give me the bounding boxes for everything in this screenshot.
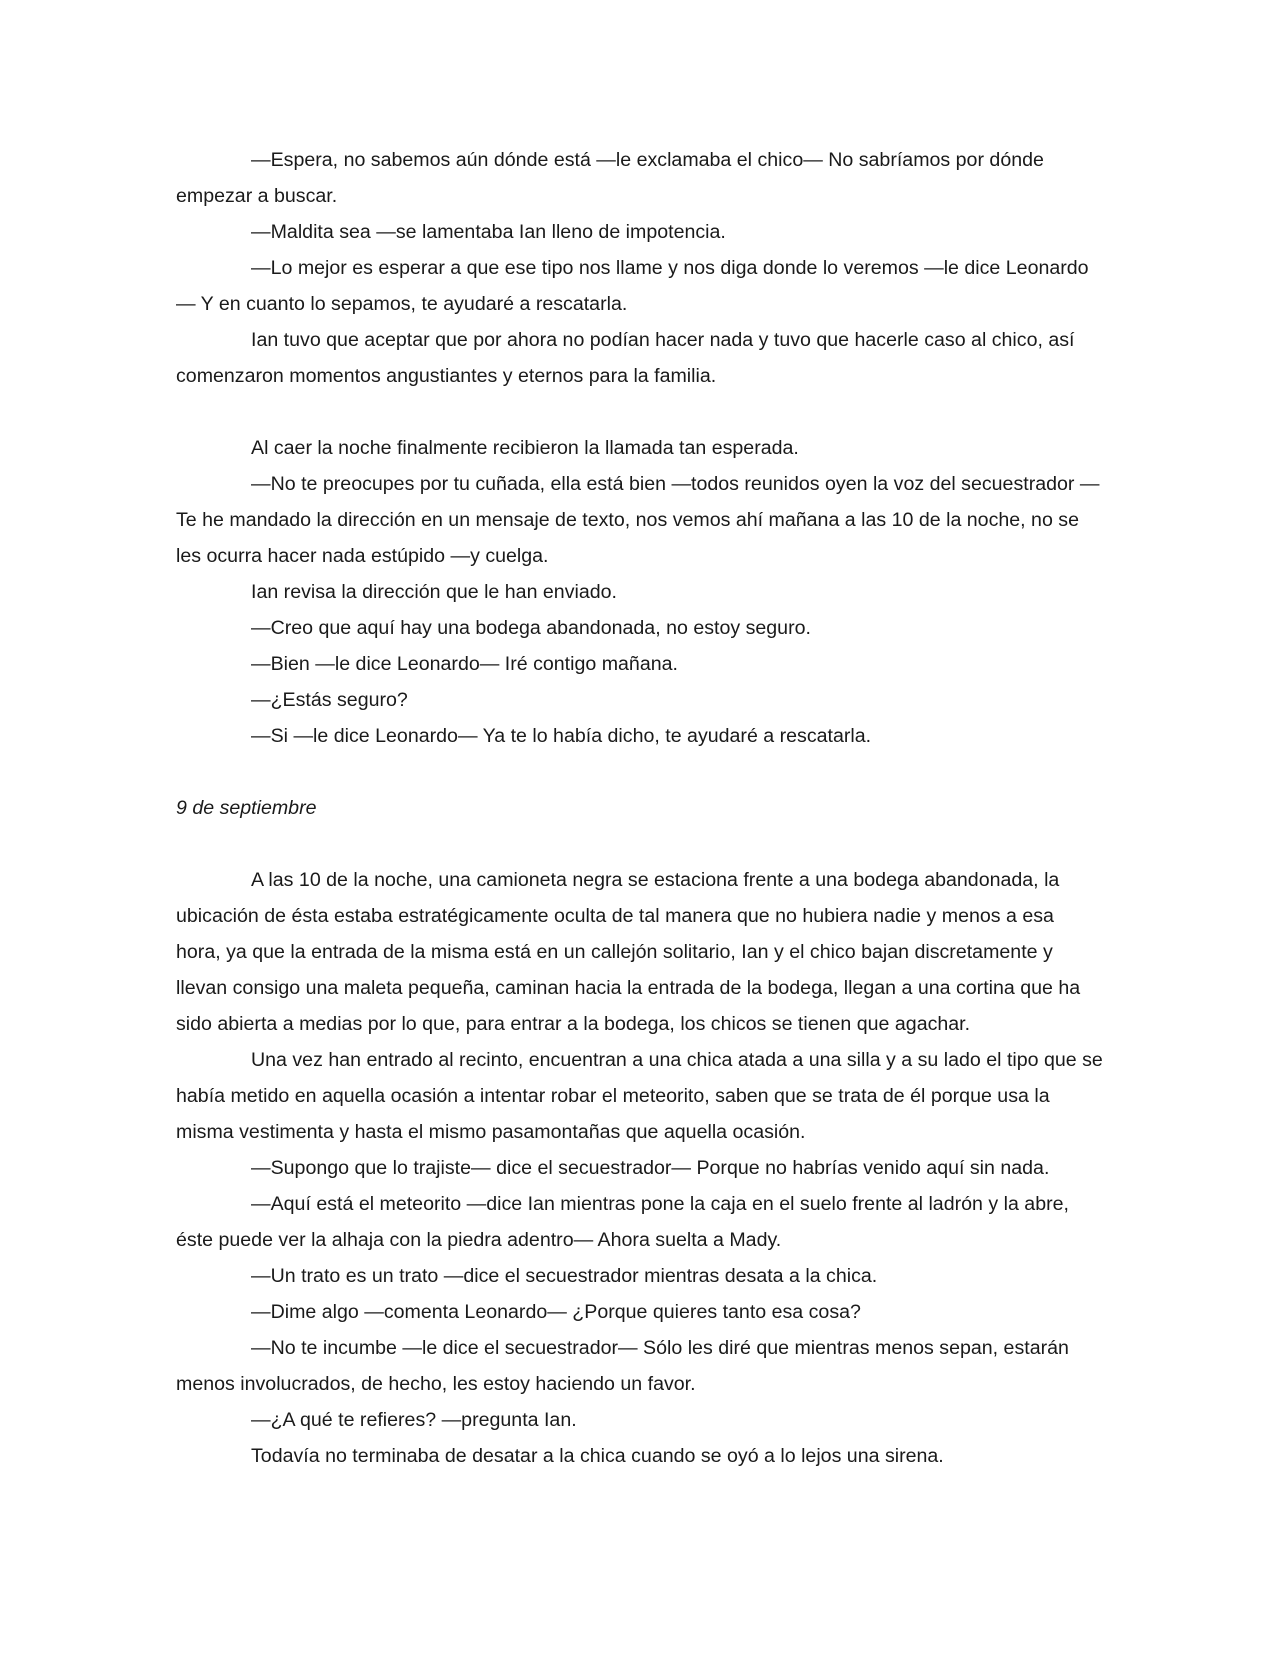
paragraph: Al caer la noche finalmente recibieron la llamada tan esperada. <box>251 437 799 459</box>
paragraph: —Aquí está el meteorito —dice Ian mientras pone la caja en el suelo frente al ladrón y la abre, éste puede ver la alhaja con la piedra adentro— Ahora suelta a Mady. <box>176 1193 1069 1251</box>
paragraph: —Lo mejor es esperar a que ese tipo nos llame y nos diga donde lo veremos —le dice Leonardo— Y en cuanto lo sepamos, te ayudaré a rescatarla. <box>176 257 1089 315</box>
paragraph: —Maldita sea —se lamentaba Ian lleno de impotencia. <box>251 221 726 243</box>
paragraph: A las 10 de la noche, una camioneta negra se estaciona frente a una bodega abandonada, la ubicación de ésta estaba estratégicamente oculta de tal manera que no hubiera nadie y menos a esa hora, ya que la entrada de la misma está en un callejón solitario, Ian y el chico bajan discretamente y llevan consigo una maleta pequeña, caminan hacia la entrada de la bodega, llegan a una cortina que ha sido abierta a medias por lo que, para entrar a la bodega, los chicos se tienen que agachar. <box>176 869 1081 1035</box>
paragraph: —Si —le dice Leonardo— Ya te lo había dicho, te ayudaré a rescatarla. <box>251 725 872 747</box>
section-date: 9 de septiembre <box>176 797 317 819</box>
paragraph: —Un trato es un trato —dice el secuestrador mientras desata a la chica. <box>251 1265 878 1287</box>
paragraph: —Dime algo —comenta Leonardo— ¿Porque quieres tanto esa cosa? <box>251 1301 861 1323</box>
paragraph: —Espera, no sabemos aún dónde está —le exclamaba el chico— No sabríamos por dónde empezar a buscar. <box>176 149 1044 207</box>
document-body <box>176 142 1104 1474</box>
paragraph: —Creo que aquí hay una bodega abandonada, no estoy seguro. <box>251 617 811 639</box>
paragraph: —Bien —le dice Leonardo— Iré contigo mañana. <box>251 653 678 675</box>
paragraph: Ian tuvo que aceptar que por ahora no podían hacer nada y tuvo que hacerle caso al chico, así comenzaron momentos angustiantes y eternos para la familia. <box>176 329 1075 387</box>
paragraph: Ian revisa la dirección que le han enviado. <box>251 581 617 603</box>
paragraph: —¿Estás seguro? <box>251 689 408 711</box>
blank-line <box>176 394 1104 430</box>
blank-line <box>176 826 1104 862</box>
blank-line <box>176 754 1104 790</box>
paragraph: —No te incumbe —le dice el secuestrador— Sólo les diré que mientras menos sepan, estarán menos involucrados, de hecho, les estoy haciendo un favor. <box>176 1337 1069 1395</box>
paragraph: Una vez han entrado al recinto, encuentran a una chica atada a una silla y a su lado el tipo que se había metido en aquella ocasión a intentar robar el meteorito, saben que se trata de él porque usa la misma vestimenta y hasta el mismo pasamontañas que aquella ocasión. <box>176 1049 1103 1143</box>
paragraph: —No te preocupes por tu cuñada, ella está bien —todos reunidos oyen la voz del secuestrador —Te he mandado la dirección en un mensaje de texto, nos vemos ahí mañana a las 10 de la noche, no se les ocurra hacer nada estúpido —y cuelga. <box>176 473 1100 567</box>
paragraph: —Supongo que lo trajiste— dice el secuestrador— Porque no habrías venido aquí sin nada. <box>251 1157 1050 1179</box>
paragraph: Todavía no terminaba de desatar a la chica cuando se oyó a lo lejos una sirena. <box>251 1445 944 1467</box>
paragraph: —¿A qué te refieres? —pregunta Ian. <box>251 1409 577 1431</box>
